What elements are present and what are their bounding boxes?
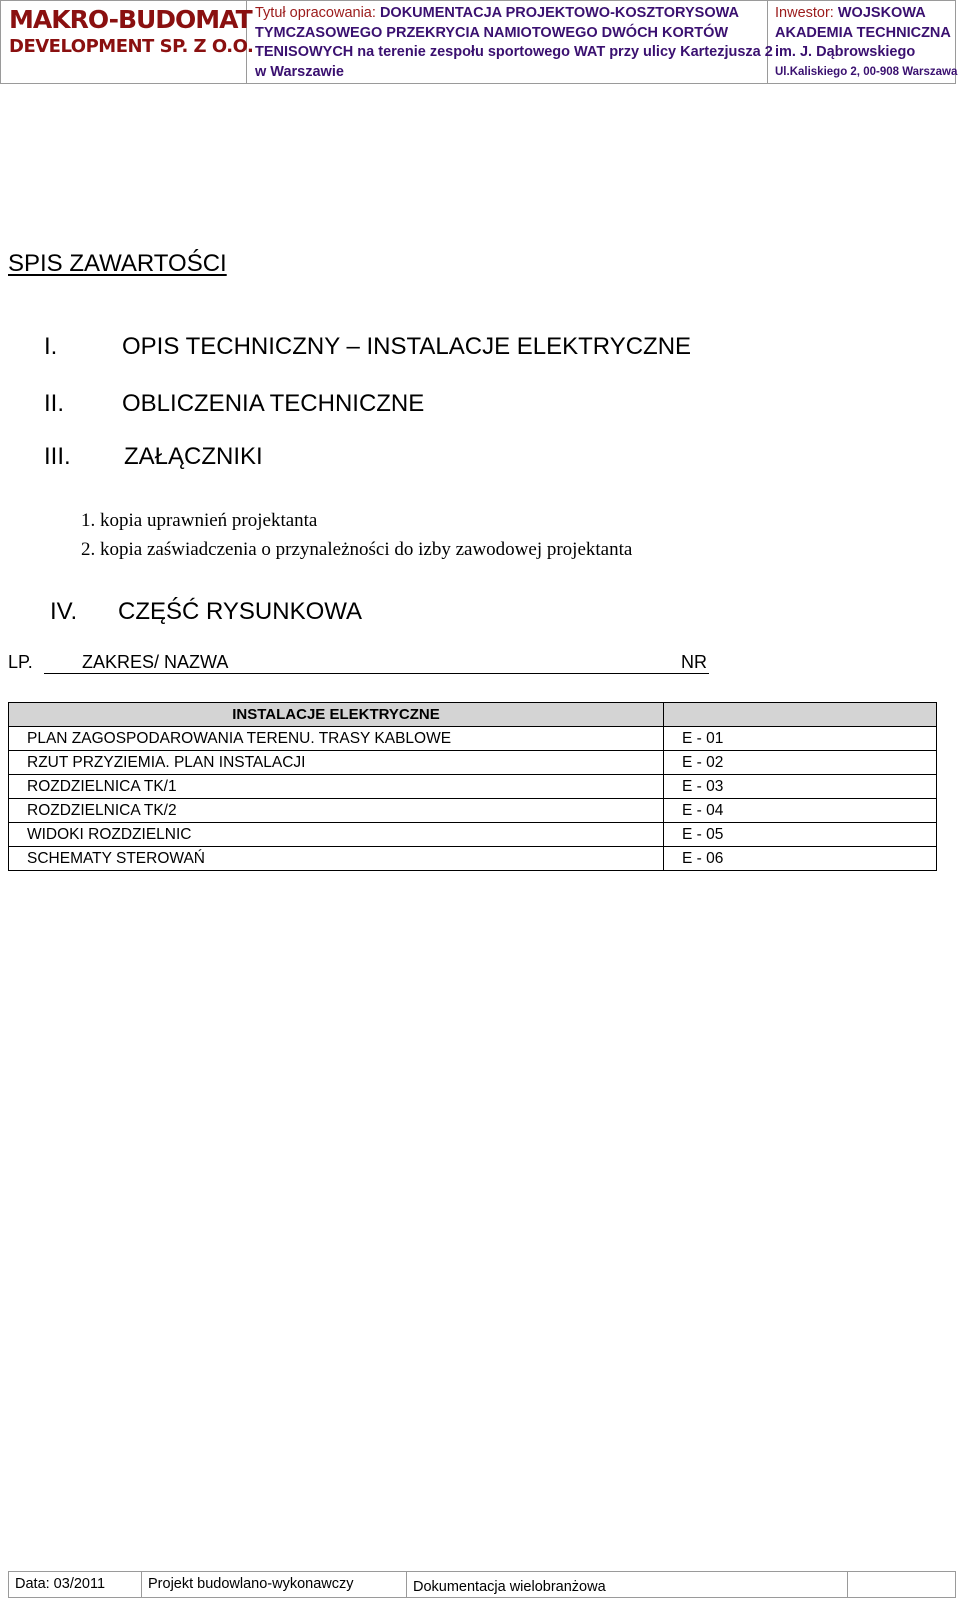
row-name: ROZDZIELNICA TK/1 [9, 775, 664, 799]
investor-line-2: AKADEMIA TECHNICZNA [775, 24, 951, 41]
investor-block [768, 1, 956, 83]
section-2-label: OBLICZENIA TECHNICZNE [122, 390, 425, 417]
section-3-number: III. [44, 443, 71, 470]
row-name: PLAN ZAGOSPODAROWANIA TERENU. TRASY KABLOWE [9, 727, 664, 751]
row-name: RZUT PRZYZIEMIA. PLAN INSTALACJI [9, 751, 664, 775]
column-lp: LP. [8, 652, 33, 672]
attachment-item-2: 2. kopia zaświadczenia o przynależności do izby zawodowej projektanta [81, 539, 633, 560]
logo-line-2: DEVELOPMENT SP. Z O.O. [9, 36, 254, 57]
document-header [0, 0, 956, 84]
company-logo [1, 1, 254, 83]
section-1-number: I. [44, 333, 58, 360]
drawing-list-table [8, 702, 937, 871]
column-nr: NR [681, 652, 707, 672]
title-label: Tytuł opracowania: [255, 5, 376, 21]
section-2-number: II. [44, 390, 65, 417]
row-nr: E - 01 [664, 727, 937, 751]
row-name: WIDOKI ROZDZIELNIC [9, 823, 664, 847]
page-title: SPIS ZAWARTOŚCI [8, 250, 227, 277]
logo-line-1: MAKRO-BUDOMAT [9, 5, 252, 34]
row-nr: E - 06 [664, 847, 937, 871]
footer-doc-type: Dokumentacja wielobranżowa [407, 1572, 848, 1597]
investor-label: Inwestor: [775, 5, 834, 21]
row-name: SCHEMATY STEROWAŃ [9, 847, 664, 871]
table-row [9, 799, 937, 823]
title-line-3: TENISOWYCH na terenie zespołu sportowego WAT przy ulicy Kartezjusza 2 [255, 44, 773, 60]
title-line-4: w Warszawie [255, 63, 344, 80]
header-underline [44, 673, 709, 674]
table-row [9, 775, 937, 799]
investor-line-1: Inwestor: WOJSKOWA [775, 5, 926, 21]
title-line-1 [255, 4, 767, 24]
title-block [247, 1, 773, 83]
title-text-1: DOKUMENTACJA PROJEKTOWO-KOSZTORYSOWA [379, 5, 739, 21]
table-group-header [9, 703, 937, 727]
footer-project-type: Projekt budowlano-wykonawczy [142, 1572, 407, 1597]
attachment-item-1: 1. kopia uprawnień projektanta [81, 510, 318, 531]
section-1-label: OPIS TECHNICZNY – INSTALACJE ELEKTRYCZNE [122, 333, 692, 360]
table-row [9, 847, 937, 871]
table-row [9, 727, 937, 751]
section-3-label: ZAŁĄCZNIKI [124, 443, 263, 470]
section-4-label: CZĘŚĆ RYSUNKOWA [118, 598, 363, 625]
row-name: ROZDZIELNICA TK/2 [9, 799, 664, 823]
section-4-number: IV. [50, 598, 78, 625]
investor-line-3: im. J. Dąbrowskiego [775, 44, 916, 60]
footer-page [848, 1572, 955, 1597]
column-name: ZAKRES/ NAZWA [82, 652, 229, 672]
investor-address: Ul.Kaliskiego 2, 00-908 Warszawa [775, 65, 958, 78]
document-footer [8, 1571, 956, 1598]
row-nr: E - 05 [664, 823, 937, 847]
row-nr: E - 02 [664, 751, 937, 775]
table-row [9, 823, 937, 847]
row-nr: E - 03 [664, 775, 937, 799]
row-nr: E - 04 [664, 799, 937, 823]
footer-date: Data: 03/2011 [9, 1572, 142, 1597]
table-row [9, 751, 937, 775]
group-title: INSTALACJE ELEKTRYCZNE [9, 703, 664, 727]
group-nr-cell [664, 703, 937, 727]
title-line-2: TYMCZASOWEGO PRZEKRYCIA NAMIOTOWEGO DWÓCH KORTÓW [255, 24, 729, 41]
